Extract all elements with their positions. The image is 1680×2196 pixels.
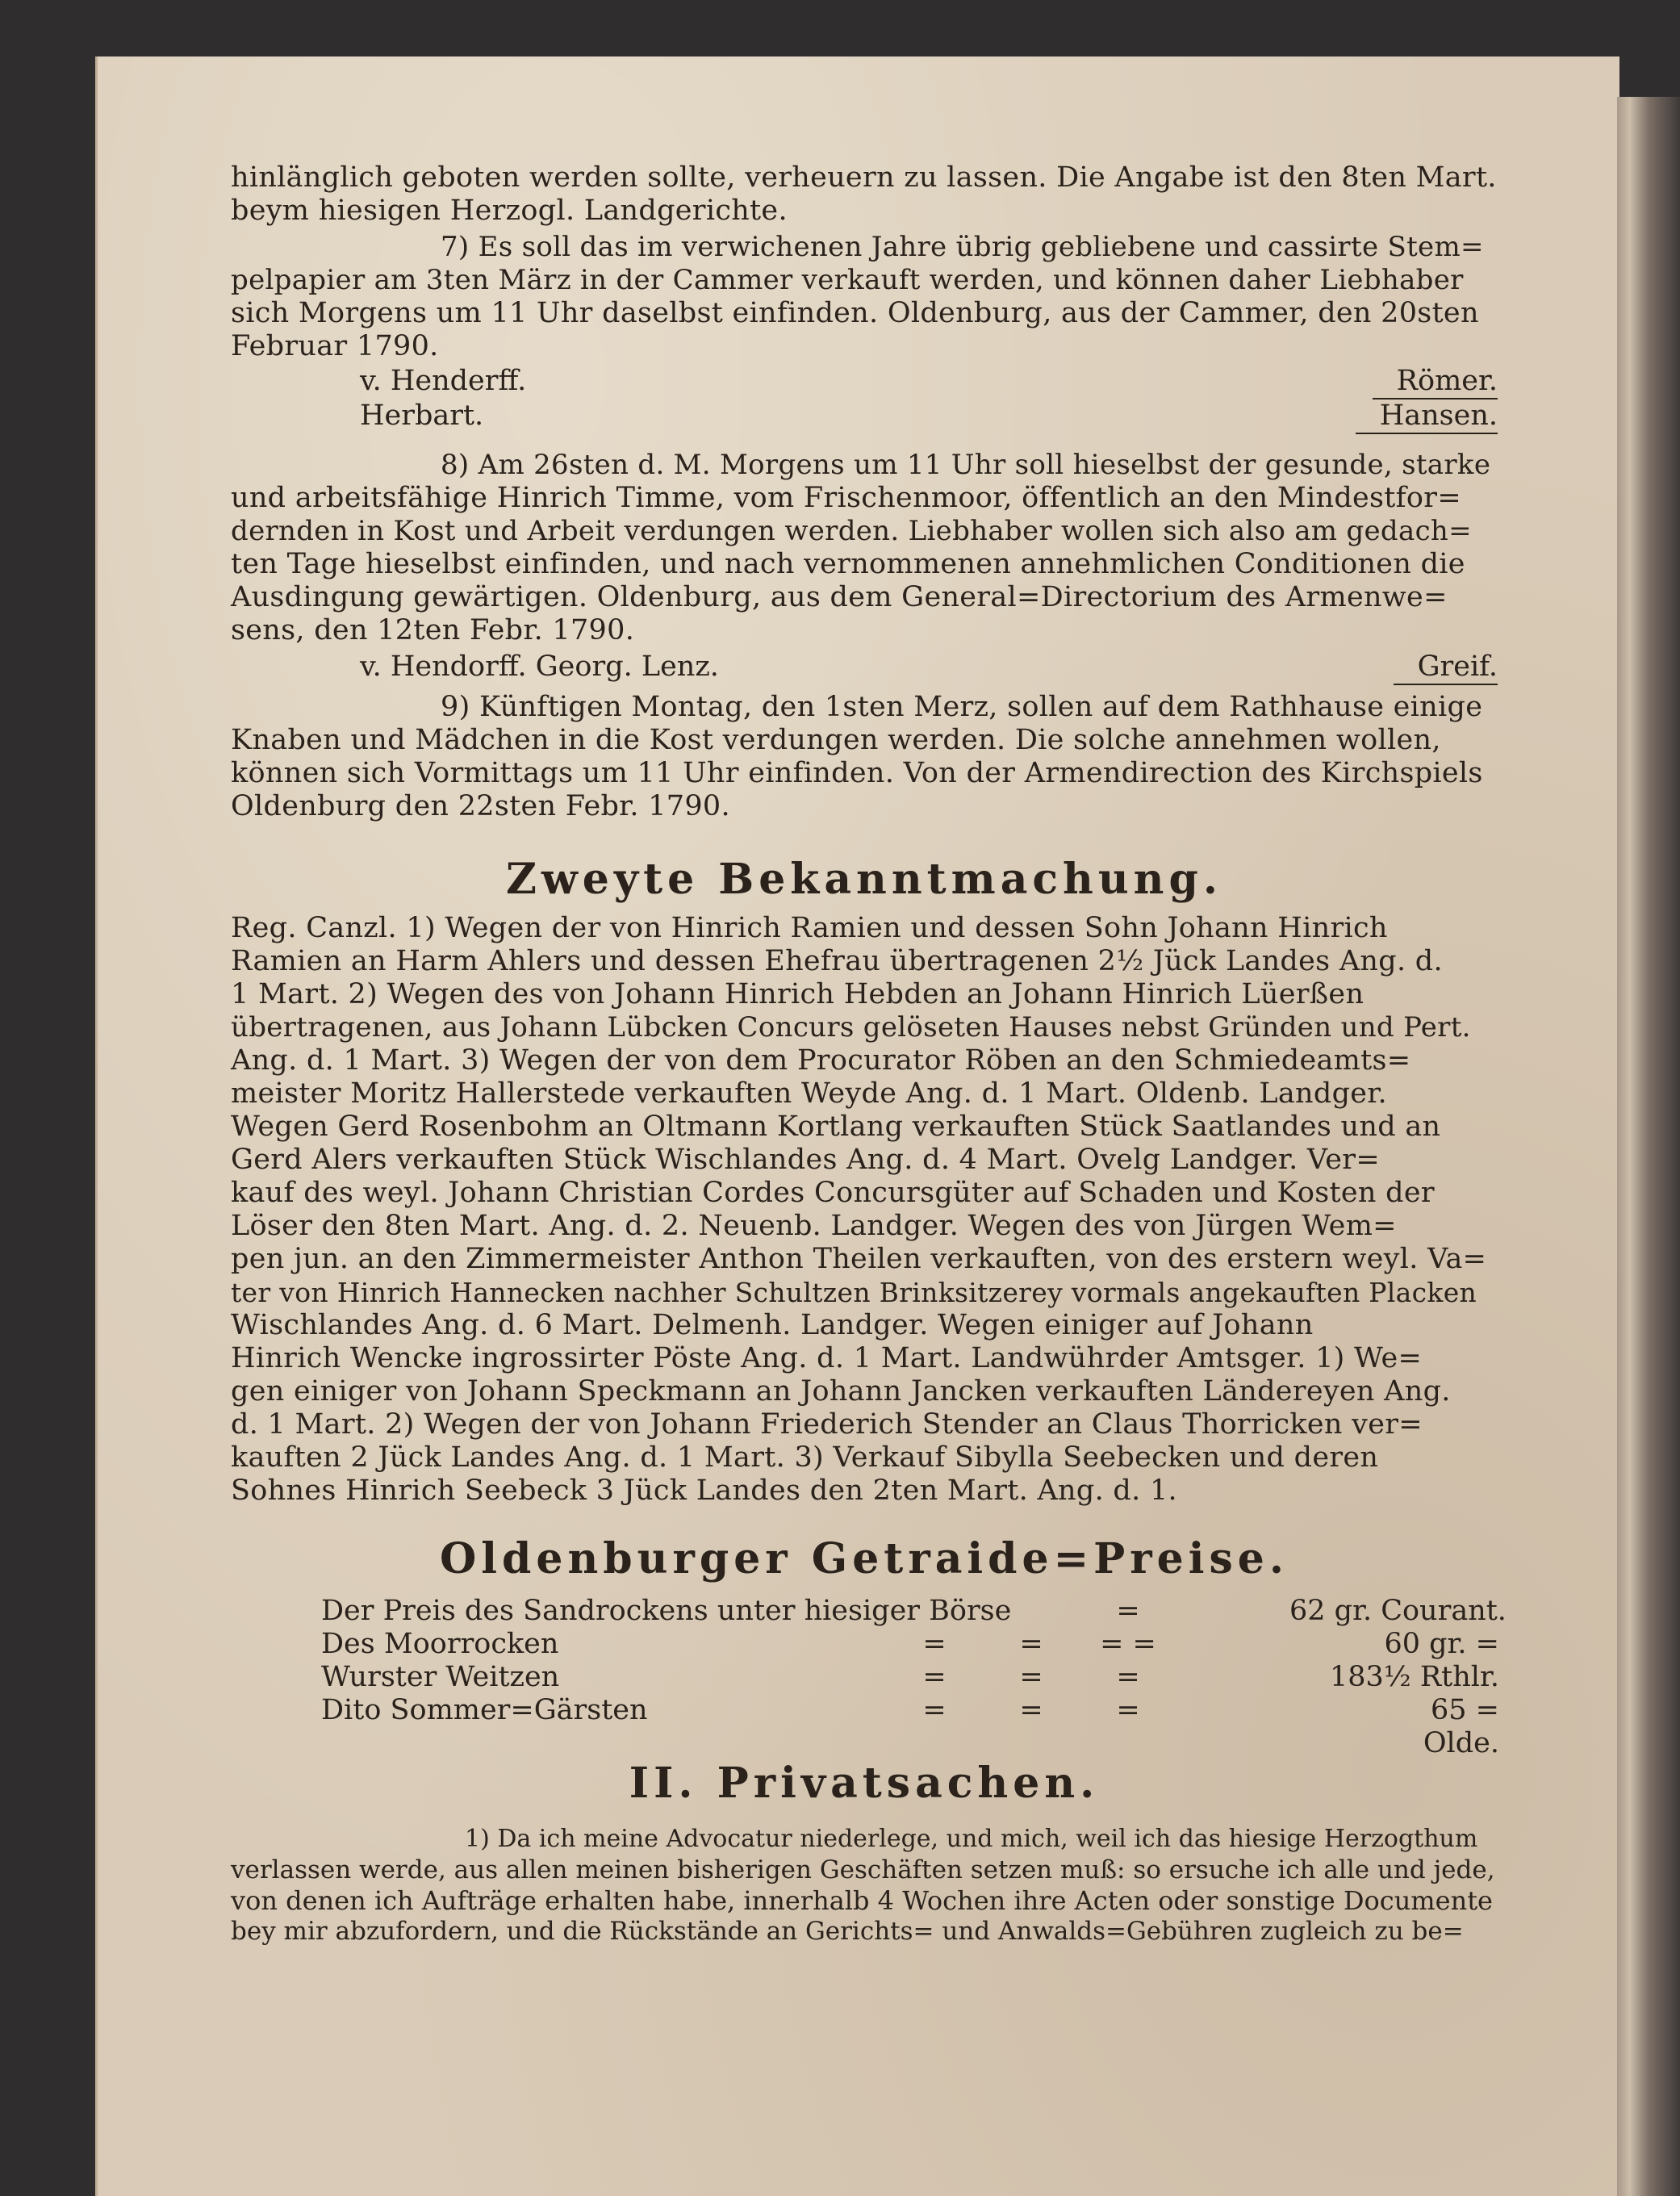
price-value: 183½ Rthlr.	[1329, 1661, 1499, 1693]
text-line: sich Morgens um 11 Uhr daselbst einfinden. Oldenburg, aus der Cammer, den 20sten	[231, 297, 1479, 329]
text-line: Wegen Gerd Rosenbohm an Oltmann Kortlang verkauften Stück Saatlandes und an	[231, 1111, 1441, 1143]
text-line: 1 Mart. 2) Wegen des von Johann Hinrich Hebden an Johann Hinrich Lüerßen	[231, 978, 1364, 1010]
price-signature-row	[321, 1727, 1499, 1760]
text-line: ten Tage hieselbst einfinden, und nach vernommenen annehmlichen Conditionen die	[231, 548, 1465, 580]
price-row	[321, 1694, 1499, 1727]
private-notice-1	[231, 1824, 1498, 1947]
signature-row	[231, 365, 1498, 399]
text-line: Löser den 8ten Mart. Ang. d. 2. Neuenb. Landger. Wegen des von Jürgen Wem=	[231, 1210, 1397, 1242]
signature-left: v. Henderff.	[360, 365, 527, 397]
ditto-mark: =	[1019, 1628, 1043, 1660]
text-line: bey mir abzufordern, und die Rückstände an Gerichts= und Anwalds=Gebühren zugleich zu be=	[231, 1917, 1464, 1946]
price-row	[321, 1595, 1507, 1628]
notice-9	[231, 691, 1498, 823]
text-line: 7) Es soll das im verwichenen Jahre übrig gebliebene und cassirte Stem=	[441, 231, 1484, 263]
price-value: 60 gr. =	[1384, 1628, 1499, 1660]
signature-right: Römer.	[1373, 365, 1498, 399]
text-line: 1) Da ich meine Advocatur niederlege, und mich, weil ich das hiesige Herzogthum	[465, 1825, 1478, 1853]
text-line: sens, den 12ten Febr. 1790.	[231, 614, 635, 646]
text-line: Gerd Alers verkauften Stück Wischlandes Ang. d. 4 Mart. Ovelg Landger. Ver=	[231, 1144, 1380, 1176]
ditto-mark	[983, 1595, 1080, 1628]
text-line: können sich Vormittags um 11 Uhr einfinden. Von der Armendirection des Kirchspiels	[231, 757, 1483, 789]
signature-right: Hansen.	[1356, 399, 1498, 434]
text-line: Februar 1790.	[231, 330, 439, 362]
price-row	[321, 1628, 1499, 1661]
ditto-mark: =	[922, 1628, 947, 1660]
ditto-mark: =	[1116, 1595, 1140, 1627]
ditto-mark: = =	[1100, 1628, 1156, 1660]
ditto-mark: =	[1019, 1694, 1043, 1726]
text-line: Ang. d. 1 Mart. 3) Wegen der von dem Procurator Röben an den Schmiedeamts=	[231, 1044, 1411, 1077]
text-line: verlassen werde, aus allen meinen bisherigen Geschäften setzen muß: so ersuche ich alle und jede,	[231, 1855, 1495, 1884]
text-line: und arbeitsfähige Hinrich Timme, vom Frischenmoor, öffentlich an den Mindestfor=	[231, 482, 1461, 514]
notice-7	[231, 231, 1498, 363]
ditto-mark	[886, 1595, 983, 1628]
text-line: ter von Hinrich Hannecken nachher Schultzen Brinksitzerey vormals angekauften Placken	[231, 1277, 1477, 1308]
ditto-mark: =	[1116, 1661, 1140, 1693]
price-row	[321, 1661, 1499, 1694]
signature-right: Greif.	[1394, 650, 1498, 685]
price-value: 65 =	[1431, 1694, 1499, 1726]
price-item: Dito Sommer=Gärsten	[321, 1694, 648, 1726]
signatures-8	[231, 650, 1498, 685]
price-item: Der Preis des Sandrockens unter hiesiger Börse	[321, 1595, 1012, 1627]
text-line: Reg. Canzl. 1) Wegen der von Hinrich Ramien und dessen Sohn Johann Hinrich	[231, 912, 1388, 944]
text-line: Knaben und Mädchen in die Kost verdungen werden. Die solche annehmen wollen,	[231, 724, 1441, 756]
text-line: von denen ich Aufträge erhalten habe, innerhalb 4 Wochen ihre Acten oder sonstige Documente	[231, 1885, 1493, 1916]
price-item: Des Moorrocken	[321, 1628, 559, 1660]
text-line: Ramien an Harm Ahlers und dessen Ehefrau übertragenen 2½ Jück Landes Ang. d.	[231, 945, 1443, 977]
text-line: meister Moritz Hallerstede verkauften Weyde Ang. d. 1 Mart. Oldenb. Landger.	[231, 1077, 1387, 1110]
text-line: kauf des weyl. Johann Christian Cordes Concursgüter auf Schaden und Kosten der	[231, 1177, 1435, 1209]
text-line: kauften 2 Jück Landes Ang. d. 1 Mart. 3) Verkauf Sibylla Seebecken und deren	[231, 1441, 1379, 1474]
announcement-block	[231, 912, 1498, 1508]
signature-row	[231, 650, 1498, 685]
text-line: hinlänglich geboten werden sollte, verheuern zu lassen. Die Angabe ist den 8ten Mart.	[231, 161, 1497, 194]
paragraph-continuation	[231, 161, 1498, 228]
text-line: 8) Am 26sten d. M. Morgens um 11 Uhr soll hieselbst der gesunde, starke	[441, 449, 1491, 481]
signatures-7	[231, 365, 1498, 434]
text-line: Oldenburg den 22sten Febr. 1790.	[231, 790, 730, 822]
text-line: Hinrich Wencke ingrossirter Pöste Ang. d. 1 Mart. Landwührder Amtsger. 1) We=	[231, 1342, 1423, 1374]
section-heading-zweyte-bekanntmachung: Zweyte Bekanntmachung.	[506, 855, 1222, 904]
ditto-mark: =	[1019, 1661, 1043, 1693]
price-value: 62 gr. Courant.	[1289, 1595, 1507, 1627]
text-line: 9) Künftigen Montag, den 1sten Merz, sollen auf dem Rathhause einige	[441, 691, 1483, 723]
text-line: Ausdingung gewärtigen. Oldenburg, aus dem General=Directorium des Armenwe=	[231, 581, 1448, 613]
page-edge-shadow	[1617, 97, 1680, 2196]
text-line: übertragenen, aus Johann Lübcken Concurs gelöseten Hauses nebst Gründen und Pert.	[231, 1011, 1471, 1044]
text-line: pelpapier am 3ten März in der Cammer verkauft werden, und können daher Liebhaber	[231, 264, 1464, 296]
text-line: Sohnes Hinrich Seebeck 3 Jück Landes den 2ten Mart. Ang. d. 1.	[231, 1474, 1177, 1507]
ditto-mark: =	[922, 1694, 947, 1726]
section-heading-getraide-preise: Oldenburger Getraide=Preise.	[440, 1534, 1289, 1583]
text-line: d. 1 Mart. 2) Wegen der von Johann Friederich Stender an Claus Thorricken ver=	[231, 1408, 1423, 1441]
ditto-mark: =	[922, 1661, 947, 1693]
signature-row	[231, 399, 1498, 434]
signature-left: v. Hendorff. Georg. Lenz.	[360, 650, 719, 683]
price-item: Wurster Weitzen	[321, 1661, 560, 1693]
text-line: beym hiesigen Herzogl. Landgerichte.	[231, 195, 788, 227]
price-signature: Olde.	[1423, 1727, 1499, 1759]
text-line: dernden in Kost und Arbeit verdungen werden. Liebhaber wollen sich also am gedach=	[231, 515, 1472, 547]
signature-left: Herbart.	[360, 399, 484, 432]
notice-8	[231, 449, 1498, 647]
text-line: gen einiger von Johann Speckmann an Johann Jancken verkauften Ländereyen Ang.	[231, 1375, 1451, 1408]
section-heading-privatsachen: II. Privatsachen.	[629, 1759, 1100, 1808]
text-line: pen jun. an den Zimmermeister Anthon Theilen verkauften, von des erstern weyl. Va=	[231, 1243, 1487, 1275]
text-line: Wischlandes Ang. d. 6 Mart. Delmenh. Landger. Wegen einiger auf Johann	[231, 1309, 1314, 1341]
ditto-mark: =	[1116, 1694, 1140, 1726]
price-list	[321, 1595, 1507, 1760]
